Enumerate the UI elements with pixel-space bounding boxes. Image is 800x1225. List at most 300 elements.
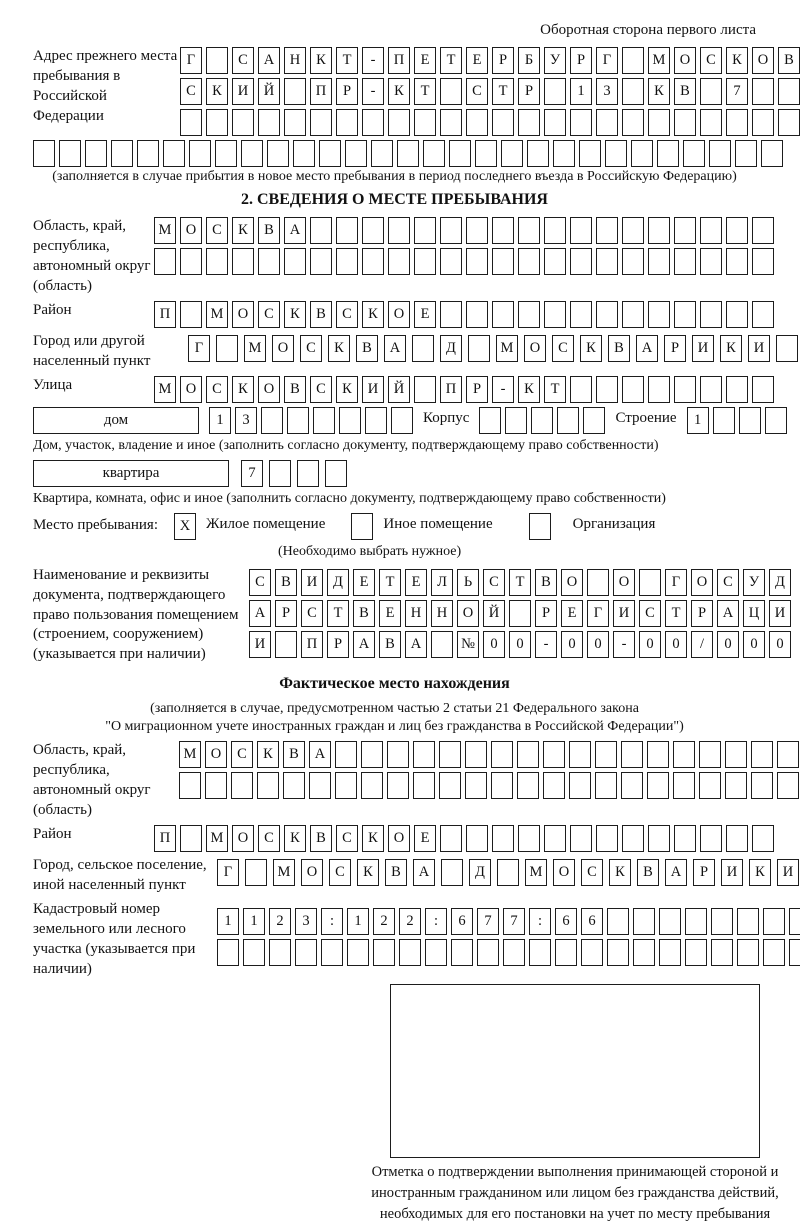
char-box[interactable] — [217, 939, 239, 966]
char-box[interactable]: С — [483, 569, 505, 596]
char-box[interactable] — [752, 301, 774, 328]
char-box[interactable]: И — [301, 569, 323, 596]
char-box[interactable] — [466, 825, 488, 852]
char-box[interactable]: 3 — [295, 908, 317, 935]
char-box[interactable] — [258, 109, 280, 136]
char-box[interactable]: К — [357, 859, 379, 886]
char-box[interactable] — [765, 407, 787, 434]
char-box[interactable] — [310, 248, 332, 275]
char-box[interactable] — [529, 939, 551, 966]
char-box[interactable] — [440, 301, 462, 328]
char-box[interactable]: О — [388, 825, 410, 852]
char-box[interactable] — [477, 939, 499, 966]
char-box[interactable]: К — [284, 301, 306, 328]
char-box[interactable] — [622, 217, 644, 244]
char-box[interactable] — [361, 772, 383, 799]
char-box[interactable] — [726, 248, 748, 275]
char-box[interactable]: Р — [336, 78, 358, 105]
char-box[interactable] — [111, 140, 133, 167]
char-box[interactable]: С — [700, 47, 722, 74]
char-box[interactable] — [752, 376, 774, 403]
char-box[interactable] — [336, 217, 358, 244]
char-box[interactable]: О — [232, 301, 254, 328]
char-box[interactable]: : — [529, 908, 551, 935]
char-box[interactable] — [587, 569, 609, 596]
char-box[interactable] — [570, 376, 592, 403]
char-box[interactable] — [293, 140, 315, 167]
char-box[interactable] — [466, 301, 488, 328]
char-box[interactable] — [297, 460, 319, 487]
char-box[interactable]: Д — [469, 859, 491, 886]
char-box[interactable] — [607, 939, 629, 966]
char-box[interactable] — [59, 140, 81, 167]
char-box[interactable] — [431, 631, 453, 658]
char-box[interactable] — [412, 335, 434, 362]
char-box[interactable]: В — [353, 600, 375, 627]
char-box[interactable] — [622, 248, 644, 275]
char-box[interactable]: Ц — [743, 600, 765, 627]
char-box[interactable] — [275, 631, 297, 658]
char-box[interactable] — [622, 78, 644, 105]
char-box[interactable] — [313, 407, 335, 434]
char-box[interactable] — [413, 772, 435, 799]
char-box[interactable]: 1 — [570, 78, 592, 105]
char-box[interactable]: 6 — [555, 908, 577, 935]
char-box[interactable] — [621, 741, 643, 768]
char-box[interactable]: Г — [665, 569, 687, 596]
char-box[interactable]: Е — [379, 600, 401, 627]
char-box[interactable]: О — [524, 335, 546, 362]
char-box[interactable] — [648, 217, 670, 244]
char-box[interactable]: 7 — [241, 460, 263, 487]
char-box[interactable] — [497, 859, 519, 886]
char-box[interactable]: О — [180, 376, 202, 403]
char-box[interactable] — [517, 772, 539, 799]
char-box[interactable] — [555, 939, 577, 966]
char-box[interactable] — [544, 301, 566, 328]
char-box[interactable] — [85, 140, 107, 167]
char-box[interactable] — [492, 109, 514, 136]
char-box[interactable]: 1 — [347, 908, 369, 935]
char-box[interactable]: Г — [180, 47, 202, 74]
char-box[interactable]: П — [301, 631, 323, 658]
char-box[interactable] — [216, 335, 238, 362]
char-box[interactable] — [596, 109, 618, 136]
char-box[interactable] — [657, 140, 679, 167]
char-box[interactable]: Р — [518, 78, 540, 105]
char-box[interactable] — [596, 301, 618, 328]
char-box[interactable] — [339, 407, 361, 434]
char-box[interactable]: С — [552, 335, 574, 362]
char-box[interactable] — [648, 109, 670, 136]
char-box[interactable]: Т — [327, 600, 349, 627]
char-box[interactable]: И — [777, 859, 799, 886]
char-box[interactable] — [440, 109, 462, 136]
char-box[interactable] — [725, 772, 747, 799]
char-box[interactable]: А — [665, 859, 687, 886]
char-box[interactable] — [518, 825, 540, 852]
char-box[interactable] — [425, 939, 447, 966]
char-box[interactable]: Р — [327, 631, 349, 658]
char-box[interactable]: 7 — [726, 78, 748, 105]
char-box[interactable] — [685, 939, 707, 966]
char-box[interactable]: С — [310, 376, 332, 403]
char-box[interactable] — [440, 825, 462, 852]
char-box[interactable]: - — [613, 631, 635, 658]
char-box[interactable]: О — [232, 825, 254, 852]
char-box[interactable] — [336, 109, 358, 136]
char-box[interactable]: 6 — [581, 908, 603, 935]
char-box[interactable] — [206, 109, 228, 136]
char-box[interactable] — [711, 908, 733, 935]
char-box[interactable]: Н — [284, 47, 306, 74]
char-box[interactable] — [518, 248, 540, 275]
char-box[interactable] — [735, 140, 757, 167]
char-box[interactable] — [319, 140, 341, 167]
char-box[interactable] — [215, 140, 237, 167]
char-box[interactable]: С — [258, 825, 280, 852]
char-box[interactable]: Д — [769, 569, 791, 596]
char-box[interactable] — [257, 772, 279, 799]
char-box[interactable] — [648, 248, 670, 275]
char-box[interactable] — [699, 772, 721, 799]
char-box[interactable]: Й — [483, 600, 505, 627]
char-box[interactable] — [633, 939, 655, 966]
char-box[interactable]: С — [301, 600, 323, 627]
char-box[interactable] — [557, 407, 579, 434]
char-box[interactable]: 7 — [477, 908, 499, 935]
char-box[interactable] — [607, 908, 629, 935]
char-box[interactable] — [423, 140, 445, 167]
char-box[interactable]: О — [691, 569, 713, 596]
char-box[interactable] — [699, 741, 721, 768]
char-box[interactable]: О — [752, 47, 774, 74]
char-box[interactable]: У — [743, 569, 765, 596]
char-box[interactable]: С — [206, 217, 228, 244]
char-box[interactable]: В — [637, 859, 659, 886]
char-box[interactable]: Т — [440, 47, 462, 74]
char-box[interactable] — [335, 741, 357, 768]
char-box[interactable] — [232, 248, 254, 275]
char-box[interactable] — [647, 772, 669, 799]
char-box[interactable] — [633, 908, 655, 935]
char-box[interactable]: Ь — [457, 569, 479, 596]
char-box[interactable]: А — [636, 335, 658, 362]
char-box[interactable] — [518, 109, 540, 136]
char-box[interactable] — [673, 741, 695, 768]
char-box[interactable]: О — [457, 600, 479, 627]
char-box[interactable]: К — [580, 335, 602, 362]
char-box[interactable] — [503, 939, 525, 966]
char-box[interactable]: Д — [440, 335, 462, 362]
char-box[interactable] — [700, 109, 722, 136]
char-box[interactable] — [777, 741, 799, 768]
char-box[interactable]: К — [749, 859, 771, 886]
char-box[interactable]: К — [362, 825, 384, 852]
char-box[interactable]: С — [466, 78, 488, 105]
char-box[interactable] — [387, 772, 409, 799]
char-box[interactable] — [763, 908, 785, 935]
char-box[interactable]: Р — [275, 600, 297, 627]
char-box[interactable] — [362, 248, 384, 275]
char-box[interactable] — [674, 301, 696, 328]
char-box[interactable]: А — [353, 631, 375, 658]
char-box[interactable] — [596, 248, 618, 275]
char-box[interactable]: М — [179, 741, 201, 768]
char-box[interactable] — [261, 407, 283, 434]
char-box[interactable]: : — [425, 908, 447, 935]
char-box[interactable] — [310, 109, 332, 136]
char-box[interactable]: А — [413, 859, 435, 886]
char-box[interactable] — [451, 939, 473, 966]
char-box[interactable]: Т — [665, 600, 687, 627]
char-box[interactable] — [544, 78, 566, 105]
char-box[interactable]: 3 — [235, 407, 257, 434]
char-box[interactable] — [206, 248, 228, 275]
char-box[interactable]: П — [388, 47, 410, 74]
char-box[interactable]: О — [272, 335, 294, 362]
char-box[interactable]: М — [648, 47, 670, 74]
char-box[interactable]: Т — [336, 47, 358, 74]
char-box[interactable]: 7 — [503, 908, 525, 935]
char-box[interactable] — [737, 939, 759, 966]
char-box[interactable]: 3 — [596, 78, 618, 105]
char-box[interactable] — [648, 301, 670, 328]
char-box[interactable] — [287, 407, 309, 434]
char-box[interactable]: 0 — [665, 631, 687, 658]
char-box[interactable] — [713, 407, 735, 434]
char-box[interactable] — [648, 376, 670, 403]
char-box[interactable] — [737, 908, 759, 935]
char-box[interactable]: - — [362, 47, 384, 74]
char-box[interactable]: С — [329, 859, 351, 886]
char-box[interactable] — [269, 460, 291, 487]
char-box[interactable]: 2 — [373, 908, 395, 935]
char-box[interactable] — [789, 939, 800, 966]
char-box[interactable]: И — [721, 859, 743, 886]
char-box[interactable] — [284, 109, 306, 136]
char-box[interactable]: С — [258, 301, 280, 328]
char-box[interactable] — [475, 140, 497, 167]
char-box[interactable] — [321, 939, 343, 966]
char-box[interactable] — [700, 217, 722, 244]
char-box[interactable] — [310, 217, 332, 244]
char-box[interactable]: А — [284, 217, 306, 244]
char-box[interactable]: К — [720, 335, 742, 362]
char-box[interactable] — [700, 376, 722, 403]
char-box[interactable] — [751, 741, 773, 768]
char-box[interactable]: К — [232, 376, 254, 403]
char-box[interactable] — [414, 217, 436, 244]
char-box[interactable]: Р — [492, 47, 514, 74]
char-box[interactable] — [414, 109, 436, 136]
char-box[interactable]: С — [249, 569, 271, 596]
char-box[interactable] — [583, 407, 605, 434]
char-box[interactable] — [465, 741, 487, 768]
char-box[interactable]: Д — [327, 569, 349, 596]
char-box[interactable] — [544, 248, 566, 275]
char-box[interactable]: Р — [664, 335, 686, 362]
char-box[interactable] — [789, 908, 800, 935]
char-box[interactable]: Е — [414, 47, 436, 74]
char-box[interactable] — [778, 109, 800, 136]
char-box[interactable]: М — [154, 217, 176, 244]
char-box[interactable]: С — [717, 569, 739, 596]
char-box[interactable] — [362, 109, 384, 136]
char-box[interactable]: Г — [188, 335, 210, 362]
char-box[interactable] — [570, 248, 592, 275]
char-box[interactable] — [752, 78, 774, 105]
char-box[interactable] — [241, 140, 263, 167]
char-box[interactable]: О — [613, 569, 635, 596]
char-box[interactable]: А — [309, 741, 331, 768]
char-box[interactable]: У — [544, 47, 566, 74]
char-box[interactable] — [397, 140, 419, 167]
char-box[interactable]: Л — [431, 569, 453, 596]
char-box[interactable]: - — [492, 376, 514, 403]
char-box[interactable] — [440, 217, 462, 244]
char-box[interactable]: И — [249, 631, 271, 658]
char-box[interactable] — [179, 772, 201, 799]
char-box[interactable]: М — [273, 859, 295, 886]
char-box[interactable]: 0 — [769, 631, 791, 658]
char-box[interactable]: 0 — [639, 631, 661, 658]
char-box[interactable] — [739, 407, 761, 434]
char-box[interactable] — [659, 939, 681, 966]
char-box[interactable] — [553, 140, 575, 167]
char-box[interactable]: П — [154, 825, 176, 852]
char-box[interactable]: К — [310, 47, 332, 74]
char-box[interactable] — [163, 140, 185, 167]
char-box[interactable]: П — [310, 78, 332, 105]
char-box[interactable]: : — [321, 908, 343, 935]
char-box[interactable]: О — [205, 741, 227, 768]
char-box[interactable] — [387, 741, 409, 768]
char-box[interactable] — [505, 407, 527, 434]
char-box[interactable] — [492, 217, 514, 244]
char-box[interactable]: Н — [405, 600, 427, 627]
char-box[interactable]: О — [301, 859, 323, 886]
char-box[interactable] — [189, 140, 211, 167]
char-box[interactable] — [595, 741, 617, 768]
char-box[interactable]: К — [232, 217, 254, 244]
char-box[interactable] — [440, 78, 462, 105]
char-box[interactable] — [529, 513, 551, 540]
char-box[interactable]: К — [206, 78, 228, 105]
char-box[interactable] — [491, 741, 513, 768]
char-box[interactable]: Г — [587, 600, 609, 627]
char-box[interactable]: С — [232, 47, 254, 74]
char-box[interactable]: Б — [518, 47, 540, 74]
char-box[interactable] — [180, 825, 202, 852]
char-box[interactable]: О — [180, 217, 202, 244]
char-box[interactable] — [388, 109, 410, 136]
char-box[interactable] — [269, 939, 291, 966]
char-box[interactable]: 0 — [717, 631, 739, 658]
char-box[interactable]: Й — [388, 376, 410, 403]
char-box[interactable]: К — [609, 859, 631, 886]
char-box[interactable]: 1 — [217, 908, 239, 935]
char-box[interactable]: 0 — [587, 631, 609, 658]
char-box[interactable] — [776, 335, 798, 362]
char-box[interactable]: М — [496, 335, 518, 362]
char-box[interactable]: Т — [544, 376, 566, 403]
char-box[interactable] — [180, 248, 202, 275]
char-box[interactable] — [351, 513, 373, 540]
char-box[interactable] — [527, 140, 549, 167]
char-box[interactable] — [206, 47, 228, 74]
char-box[interactable]: К — [518, 376, 540, 403]
char-box[interactable] — [309, 772, 331, 799]
char-box[interactable] — [347, 939, 369, 966]
char-box[interactable] — [648, 825, 670, 852]
char-box[interactable]: Е — [414, 825, 436, 852]
char-box[interactable]: О — [388, 301, 410, 328]
char-box[interactable]: К — [328, 335, 350, 362]
char-box[interactable]: П — [154, 301, 176, 328]
char-box[interactable]: В — [385, 859, 407, 886]
char-box[interactable] — [674, 825, 696, 852]
char-box[interactable] — [466, 109, 488, 136]
char-box[interactable] — [492, 248, 514, 275]
char-box[interactable]: М — [244, 335, 266, 362]
char-box[interactable] — [570, 301, 592, 328]
char-box[interactable] — [180, 301, 202, 328]
char-box[interactable] — [245, 859, 267, 886]
char-box[interactable] — [726, 301, 748, 328]
char-box[interactable]: 1 — [687, 407, 709, 434]
char-box[interactable] — [205, 772, 227, 799]
char-box[interactable] — [517, 741, 539, 768]
char-box[interactable]: И — [769, 600, 791, 627]
char-box[interactable] — [709, 140, 731, 167]
char-box[interactable]: П — [440, 376, 462, 403]
char-box[interactable]: С — [639, 600, 661, 627]
char-box[interactable]: И — [692, 335, 714, 362]
char-box[interactable] — [622, 825, 644, 852]
char-box[interactable] — [466, 217, 488, 244]
char-box[interactable] — [258, 248, 280, 275]
char-box[interactable] — [726, 825, 748, 852]
char-box[interactable] — [373, 939, 395, 966]
char-box[interactable] — [700, 825, 722, 852]
char-box[interactable] — [683, 140, 705, 167]
char-box[interactable] — [761, 140, 783, 167]
char-box[interactable] — [752, 248, 774, 275]
char-box[interactable]: Г — [217, 859, 239, 886]
char-box[interactable]: Р — [570, 47, 592, 74]
char-box[interactable] — [231, 772, 253, 799]
char-box[interactable]: Р — [693, 859, 715, 886]
char-box[interactable] — [711, 939, 733, 966]
char-box[interactable] — [596, 825, 618, 852]
char-box[interactable]: С — [581, 859, 603, 886]
char-box[interactable] — [674, 376, 696, 403]
char-box[interactable]: О — [258, 376, 280, 403]
char-box[interactable] — [284, 248, 306, 275]
char-box[interactable] — [336, 248, 358, 275]
char-box[interactable] — [362, 217, 384, 244]
char-box[interactable] — [751, 772, 773, 799]
char-box[interactable]: В — [379, 631, 401, 658]
char-box[interactable] — [345, 140, 367, 167]
char-box[interactable]: К — [648, 78, 670, 105]
char-box[interactable]: - — [362, 78, 384, 105]
char-box[interactable]: С — [231, 741, 253, 768]
char-box[interactable]: Т — [492, 78, 514, 105]
char-box[interactable]: М — [525, 859, 547, 886]
char-box[interactable]: Е — [466, 47, 488, 74]
